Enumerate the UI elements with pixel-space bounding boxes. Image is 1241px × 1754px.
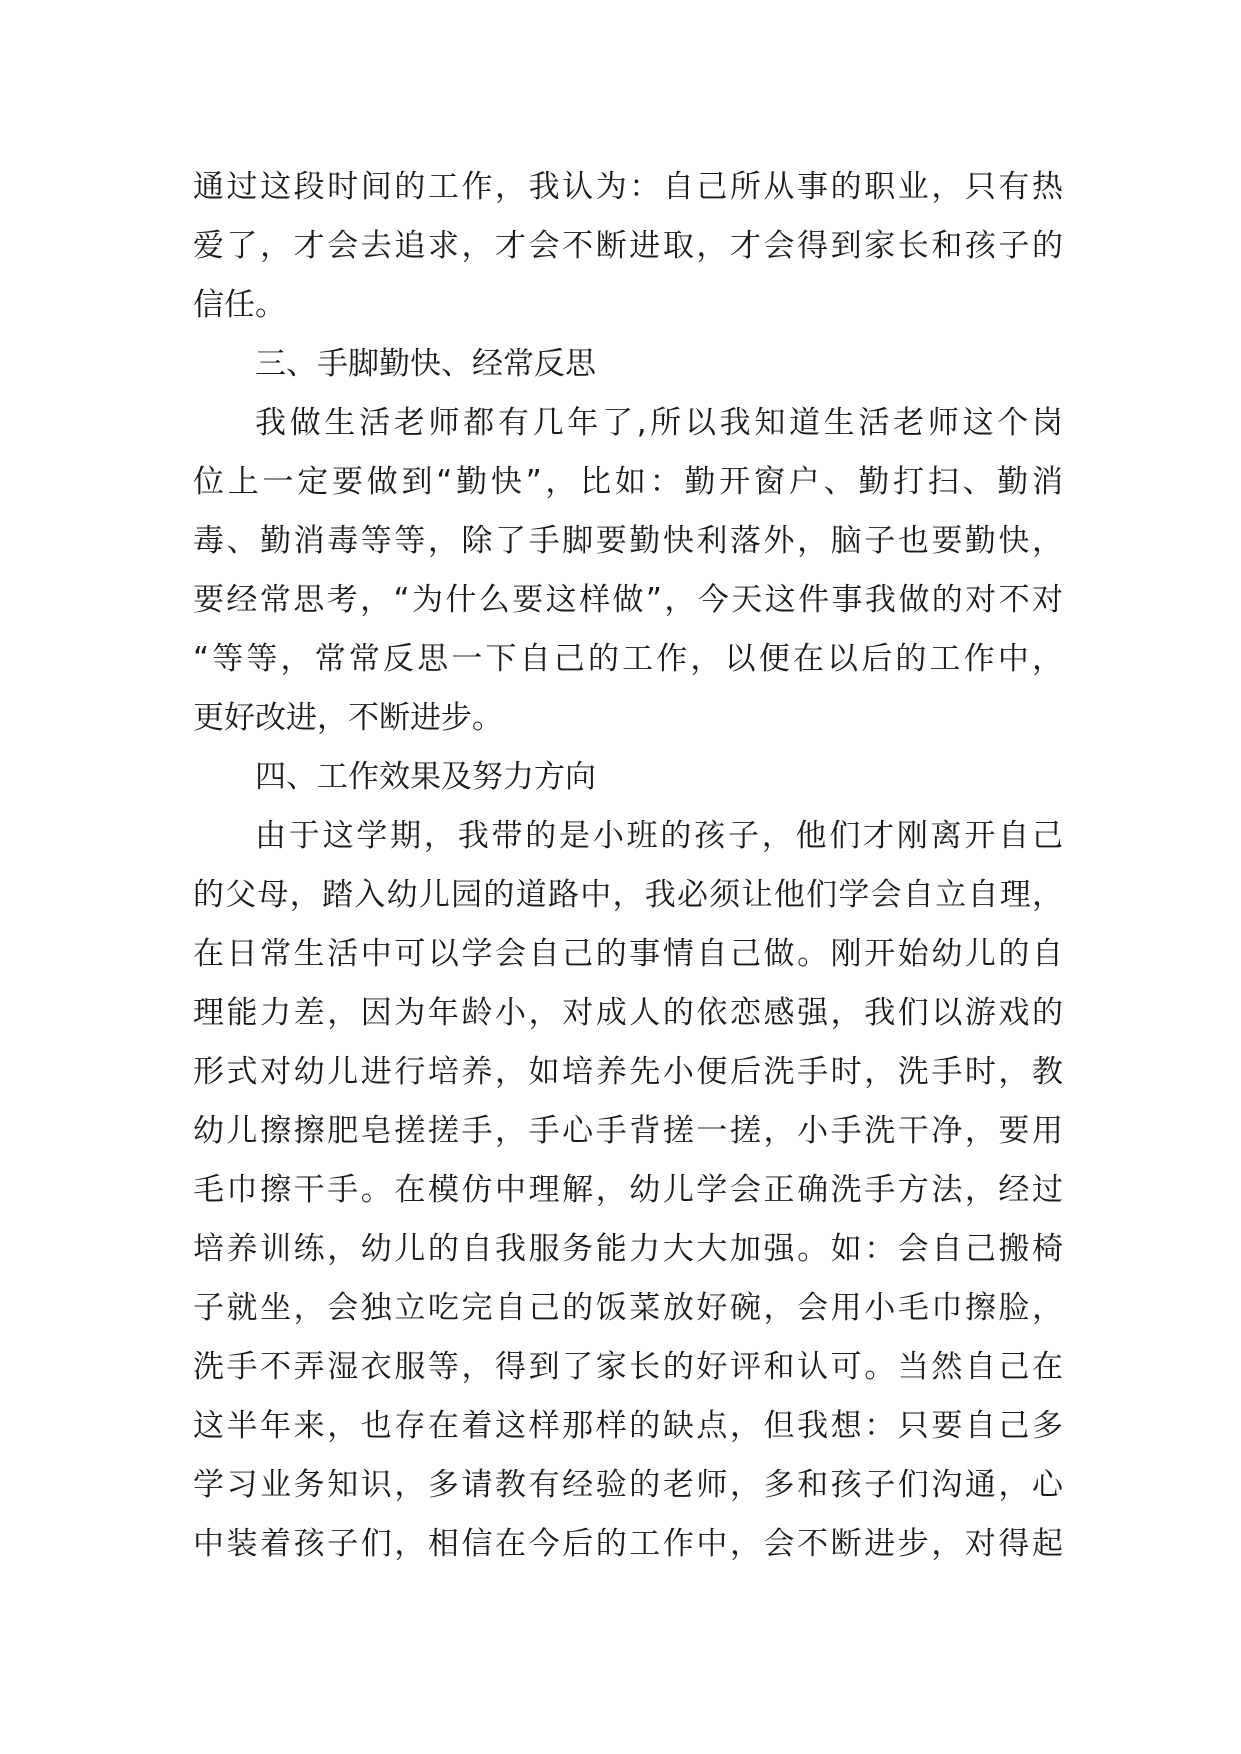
section-heading: 四、工作效果及努力方向: [255, 759, 596, 795]
text-line: “等等，常常反思一下自己的工作，以便在以后的工作中，: [193, 641, 1063, 677]
text-line: 毛巾擦干手。在模仿中理解，幼儿学会正确洗手方法，经过: [193, 1172, 1063, 1208]
text-line: 在日常生活中可以学会自己的事情自己做。刚开始幼儿的自: [193, 936, 1063, 972]
text-line: 爱了，才会去追求，才会不断进取，才会得到家长和孩子的: [193, 228, 1063, 264]
text-line: 我做生活老师都有几年了,所以我知道生活老师这个岗: [255, 405, 1063, 441]
text-line: 的父母，踏入幼儿园的道路中，我必须让他们学会自立自理，: [193, 877, 1063, 913]
text-line: 洗手不弄湿衣服等，得到了家长的好评和认可。当然自己在: [193, 1349, 1063, 1385]
text-line: 形式对幼儿进行培养，如培养先小便后洗手时，洗手时，教: [193, 1054, 1063, 1090]
document-body: [193, 158, 1063, 1574]
text-line: 要经常思考，“为什么要这样做”，今天这件事我做的对不对: [193, 582, 1063, 618]
text-line: 毒、勤消毒等等，除了手脚要勤快利落外，脑子也要勤快，: [193, 523, 1063, 559]
text-line: 学习业务知识，多请教有经验的老师，多和孩子们沟通，心: [193, 1467, 1063, 1503]
text-line: 幼儿擦擦肥皂搓搓手，手心手背搓一搓，小手洗干净，要用: [193, 1113, 1063, 1149]
text-line: 理能力差，因为年龄小，对成人的依恋感强，我们以游戏的: [193, 995, 1063, 1031]
text-line: 子就坐，会独立吃完自己的饭菜放好碗，会用小毛巾擦脸，: [193, 1290, 1063, 1326]
text-line: 信任。: [193, 287, 286, 323]
text-line: 由于这学期，我带的是小班的孩子，他们才刚离开自己: [255, 818, 1063, 854]
text-line: 中装着孩子们，相信在今后的工作中，会不断进步，对得起: [193, 1526, 1063, 1562]
text-line: 培养训练，幼儿的自我服务能力大大加强。如：会自己搬椅: [193, 1231, 1063, 1267]
text-line: 通过这段时间的工作，我认为：自己所从事的职业，只有热: [193, 169, 1063, 205]
text-line: 位上一定要做到“勤快”，比如：勤开窗户、勤打扫、勤消: [193, 464, 1063, 500]
text-line: 这半年来，也存在着这样那样的缺点，但我想：只要自己多: [193, 1408, 1063, 1444]
section-heading: 三、手脚勤快、经常反思: [255, 346, 596, 382]
text-line: 更好改进，不断进步。: [193, 700, 503, 736]
